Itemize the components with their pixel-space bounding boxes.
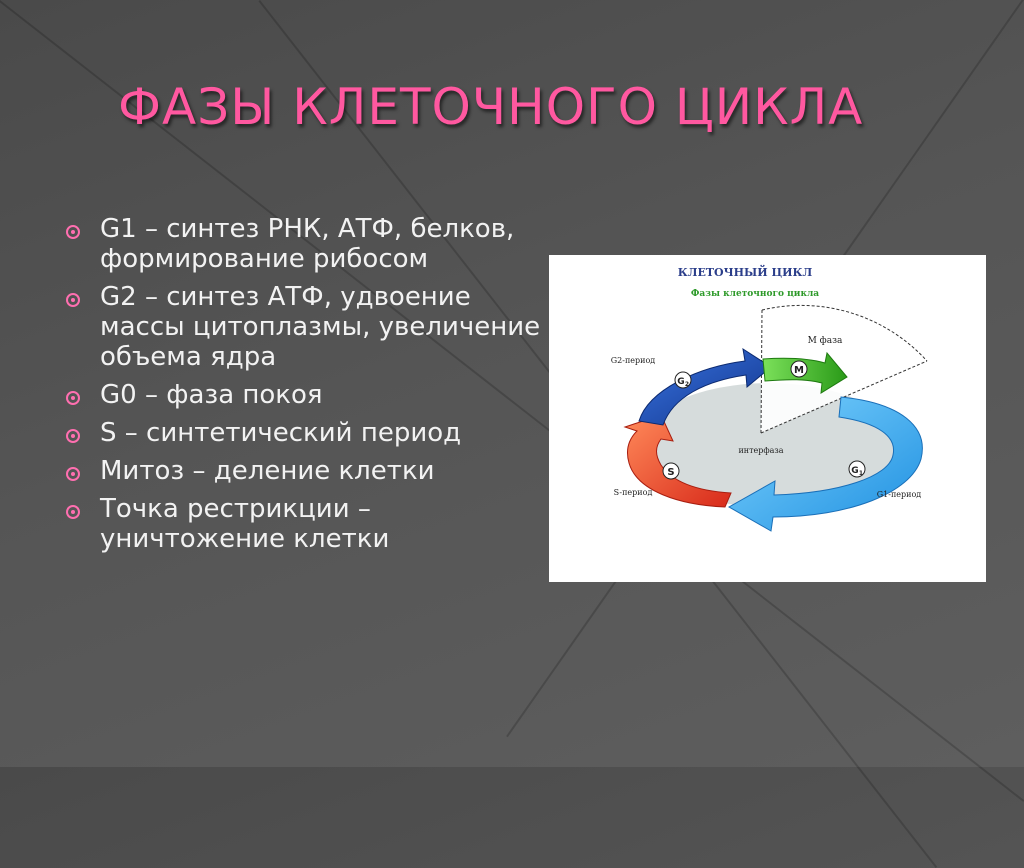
bullet-icon [66, 293, 80, 307]
g1-period-label: G1-период [876, 490, 922, 499]
interphase-label: интерфаза [738, 446, 784, 455]
g1-letter: G [851, 466, 859, 476]
bullet-text: Точка рестрикции – уничтожение клетки [100, 494, 390, 554]
bullet-icon [66, 391, 80, 405]
bullet-text: G2 – синтез АТФ, удвоение массы цитоплазмы, увеличение объема ядра [100, 282, 541, 372]
s-period-label: S-период [613, 488, 653, 497]
bullet-icon [66, 225, 80, 239]
bullet-text: S – синтетический период [100, 418, 462, 448]
bullet-icon [66, 467, 80, 481]
g1-letter-sub: 1 [858, 470, 864, 477]
bullet-icon [66, 429, 80, 443]
list-item [66, 456, 546, 486]
g2-letter: G [677, 377, 685, 387]
diagram-title: КЛЕТОЧНЫЙ ЦИКЛ [677, 266, 813, 279]
list-item [66, 380, 546, 410]
cell-cycle-diagram [549, 255, 986, 582]
slide-title: ФАЗЫ КЛЕТОЧНОГО ЦИКЛА [118, 78, 864, 136]
cell-cycle-svg [549, 255, 986, 582]
list-item [66, 494, 546, 554]
bullet-icon [66, 505, 80, 519]
bullet-list [66, 214, 546, 562]
list-item [66, 282, 546, 372]
bullet-text: Митоз – деление клетки [100, 456, 435, 486]
bullet-text: G0 – фаза покоя [100, 380, 323, 410]
g2-period-label: G2-период [610, 356, 656, 365]
list-item [66, 214, 546, 274]
bullet-text: G1 – синтез РНК, АТФ, белков, формирование рибосом [100, 214, 515, 274]
list-item [66, 418, 546, 448]
m-letter: M [794, 365, 804, 376]
diagram-subtitle: Фазы клеточного цикла [690, 289, 820, 299]
s-letter: S [667, 467, 675, 478]
g2-letter-sub: 2 [684, 381, 690, 388]
m-phase-label: М фаза [807, 336, 843, 346]
